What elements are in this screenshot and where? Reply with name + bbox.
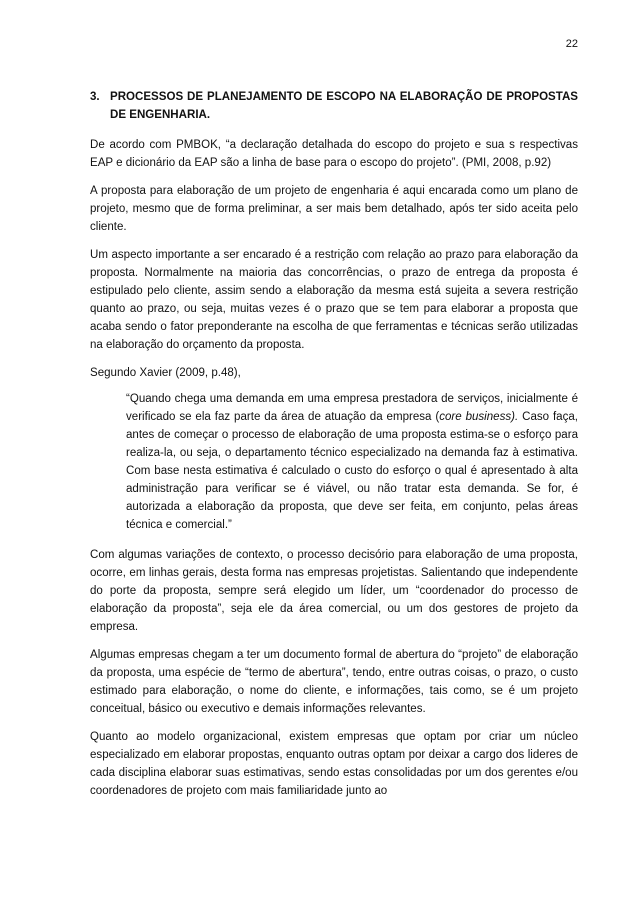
paragraph-opening-document: Algumas empresas chegam a ter um documento formal de abertura do “projeto” de elaboração da proposta, uma espécie de “termo de abertura”, tendo, entre outras coisas, o prazo, o custo estimado para elaboração, o nome do cliente, e informações, tais como, se é um projeto conceitual, básico ou executivo e demais informações relevantes.: [90, 649, 578, 715]
page-number: 22: [565, 38, 578, 50]
quote-text-end: Caso faça, antes de começar o processo de elaboração de uma proposta estima-se o esforço para realiza-la, ou seja, o departamento técnico especializado na demanda faz à estimativa. Com base nesta estimativa é calculado o custo do esforço o qual é apresentado à alta administração para verificar se é viável, ou não tratar esta demanda. Se for, é autorizada a elaboração da proposta, que deve ser feita, em conjunto, pelas áreas técnica e comercial.”: [126, 411, 579, 531]
page-content: [90, 88, 578, 810]
section-heading: [90, 88, 578, 124]
paragraph-proposal-plan: A proposta para elaboração de um projeto de engenharia é aqui encarada como um plano de projeto, mesmo que de forma preliminar, a ser mais bem detalhado, após ter sido aceita pelo cliente.: [90, 185, 578, 233]
quote-text-start: “Quando chega uma demanda em uma empresa prestadora de serviços, inicialmente é verificado se ela faz parte da área de atuação da empresa (: [126, 393, 578, 423]
paragraph-xavier-citation: Segundo Xavier (2009, p.48),: [90, 367, 241, 379]
paragraph-pmbok-definition: De acordo com PMBOK, “a declaração detalhada do escopo do projeto e sua s respectivas EAP e dicionário da EAP são a linha de base para o escopo do projeto”. (PMI, 2008, p.92): [90, 139, 578, 169]
paragraph-time-restriction: Um aspecto importante a ser encarado é a restrição com relação ao prazo para elaboração da proposta. Normalmente na maioria das concorrências, o prazo de entrega da proposta é estipulado pelo cliente, assim sendo a elaboração da mesma está sujeita a severa restrição quanto ao prazo, ou seja, muitas vezes é o prazo que se tem para elaborar a proposta que acaba sendo o fator preponderante na escolha de que ferramentas e técnicas serão utilizadas na elaboração do orçamento da proposta.: [90, 249, 578, 351]
paragraph-decision-process: Com algumas variações de contexto, o processo decisório para elaboração de uma proposta, ocorre, em linhas gerais, desta forma nas empresas projetistas. Salientando que independente do porte da proposta, sempre será elegido um líder, um “coordenador do processo de elaboração da proposta”, seja ele da área comercial, ou um dos gestores de projeto da empresa.: [90, 549, 578, 633]
section-number: 3.: [90, 91, 100, 103]
quote-italic-term: core business).: [439, 411, 519, 423]
paragraph-organizational-model: Quanto ao modelo organizacional, existem empresas que optam por criar um núcleo especializado em elaborar propostas, enquanto outras optam por deixar a cargo dos lideres de cada disciplina elaborar suas estimativas, sendo estas consolidadas por um dos gerentes e/ou coordenadores de projeto com mais familiaridade junto ao: [90, 731, 578, 797]
section-title: PROCESSOS DE PLANEJAMENTO DE ESCOPO NA ELABORAÇÃO DE PROPOSTAS DE ENGENHARIA.: [110, 91, 578, 121]
block-quote: [126, 390, 578, 534]
